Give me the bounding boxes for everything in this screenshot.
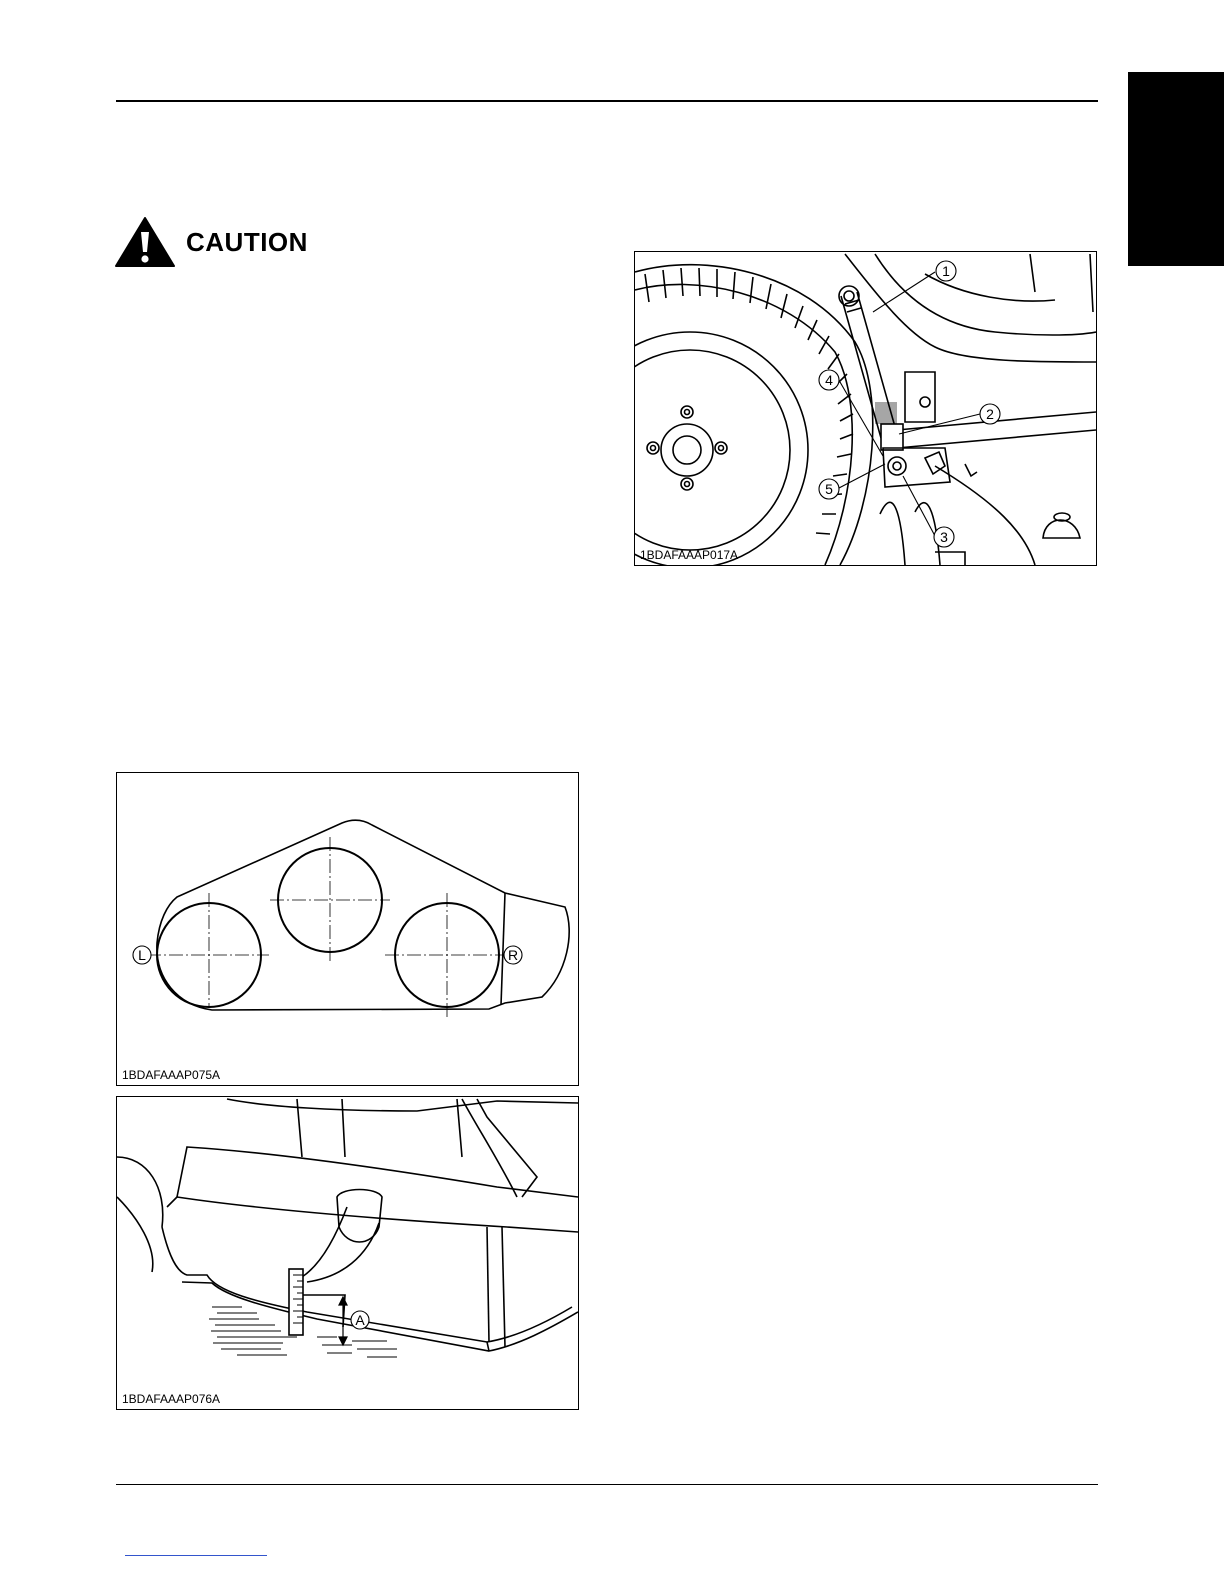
callout-5: 5	[825, 481, 833, 497]
figure-code: 1BDAFAAAP075A	[122, 1068, 221, 1082]
callout-3: 3	[940, 529, 948, 545]
callout-left: L	[138, 947, 146, 963]
warning-triangle-icon	[114, 216, 176, 268]
figure-linkage	[634, 251, 1097, 566]
footer-link-underline[interactable]	[125, 1555, 267, 1556]
linkage-illustration	[635, 252, 1096, 565]
figure-code: 1BDAFAAAP076A	[122, 1392, 221, 1406]
figure-code: 1BDAFAAAP017A	[640, 548, 739, 562]
figure-deck-measure	[116, 1096, 579, 1410]
caution-label: CAUTION	[186, 226, 308, 257]
header-rule	[116, 100, 1098, 102]
caution-notice	[114, 216, 308, 268]
section-tab	[1128, 72, 1224, 266]
figure-deck-top	[116, 772, 579, 1086]
callout-a: A	[355, 1312, 365, 1328]
callout-right: R	[507, 947, 519, 963]
footer-rule	[116, 1484, 1098, 1485]
deck-top-illustration	[117, 773, 578, 1085]
callout-4: 4	[825, 372, 833, 388]
callout-2: 2	[986, 406, 994, 422]
callout-1: 1	[942, 263, 950, 279]
deck-measure-illustration	[117, 1097, 578, 1409]
